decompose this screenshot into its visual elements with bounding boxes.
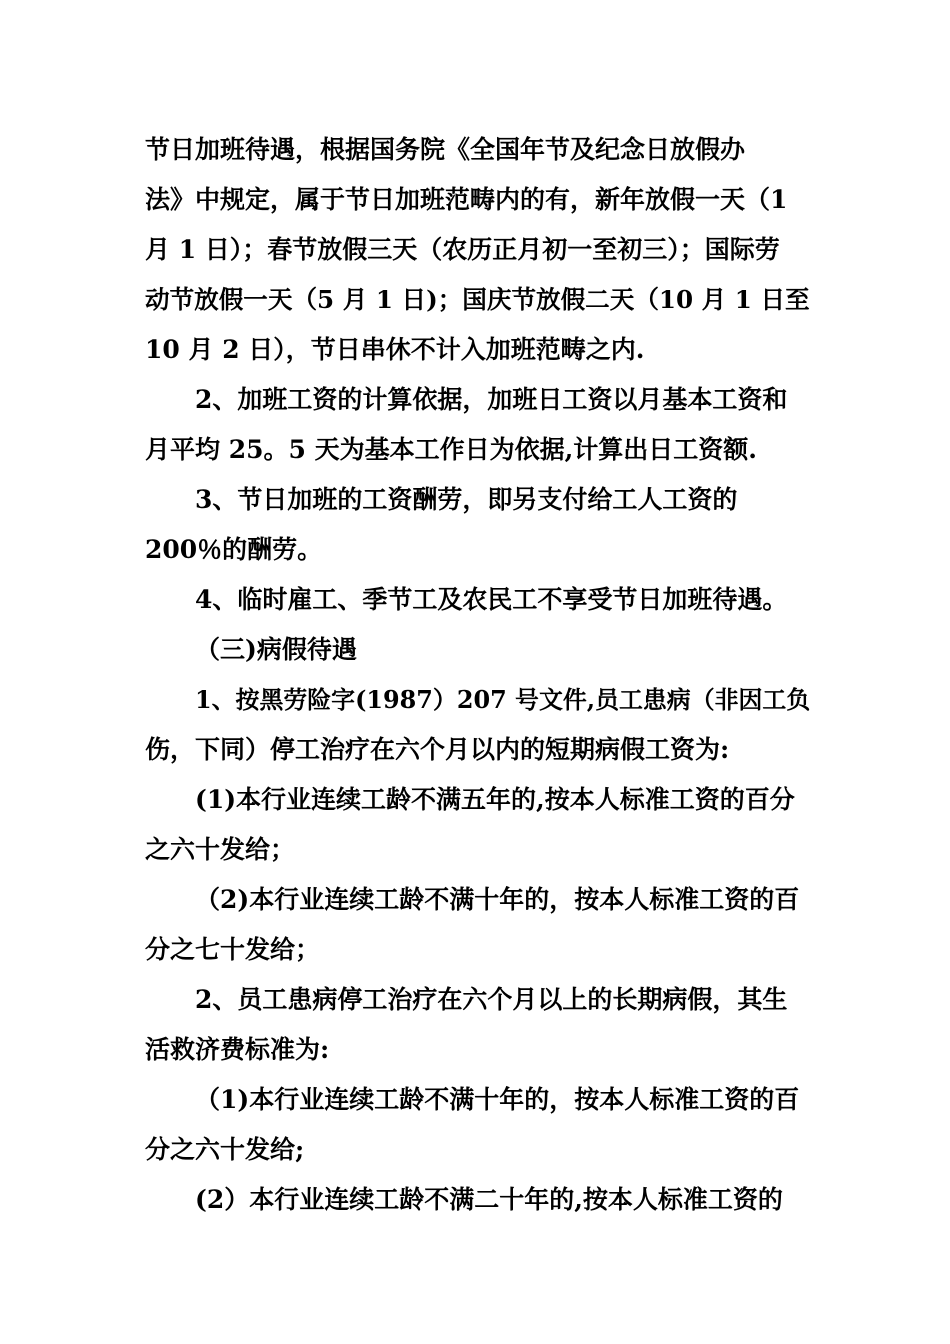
text-line: 10 月 2 日），节日串休不计入加班范畴之内.	[145, 335, 645, 364]
text-line: (2）本行业连续工龄不满二十年的,按本人标准工资的	[195, 1185, 783, 1214]
text-line: （2)本行业连续工龄不满十年的，按本人标准工资的百	[195, 885, 800, 914]
text-line: 法》中规定，属于节日加班范畴内的有，新年放假一天（1	[145, 185, 788, 214]
text-line: 伤，下同）停工治疗在六个月以内的短期病假工资为:	[145, 735, 730, 764]
text-line: 动节放假一天（5 月 1 日)；国庆节放假二天（10 月 1 日至	[145, 285, 810, 314]
text-line: （1)本行业连续工龄不满十年的，按本人标准工资的百	[195, 1085, 800, 1114]
text-line: 月平均 25。5 天为基本工作日为依据,计算出日工资额.	[145, 435, 758, 464]
text-line: 4、临时雇工、季节工及农民工不享受节日加班待遇。	[195, 585, 788, 614]
text-line: 之六十发给；	[145, 835, 296, 864]
text-line: 3、节日加班的工资酬劳，即另支付给工人工资的	[195, 485, 738, 514]
text-line: 分之六十发给;	[145, 1135, 305, 1164]
text-line: 200％的酬劳。	[145, 535, 323, 564]
text-line: 2、员工患病停工治疗在六个月以上的长期病假，其生	[195, 985, 788, 1014]
text-line: 分之七十发给；	[145, 935, 321, 964]
section-heading: （三)病假待遇	[195, 635, 357, 664]
text-line: 2、加班工资的计算依据，加班日工资以月基本工资和	[195, 385, 788, 414]
text-line: 节日加班待遇，根据国务院《全国年节及纪念日放假办	[145, 135, 746, 164]
text-line: (1)本行业连续工龄不满五年的,按本人标准工资的百分	[195, 785, 795, 814]
text-line: 月 1 日）；春节放假三天（农历正月初一至初三）；国际劳	[145, 235, 780, 264]
text-line: 1、按黑劳险字(1987）207 号文件,员工患病（非因工负	[195, 686, 811, 714]
text-line: 活救济费标准为:	[145, 1035, 330, 1064]
